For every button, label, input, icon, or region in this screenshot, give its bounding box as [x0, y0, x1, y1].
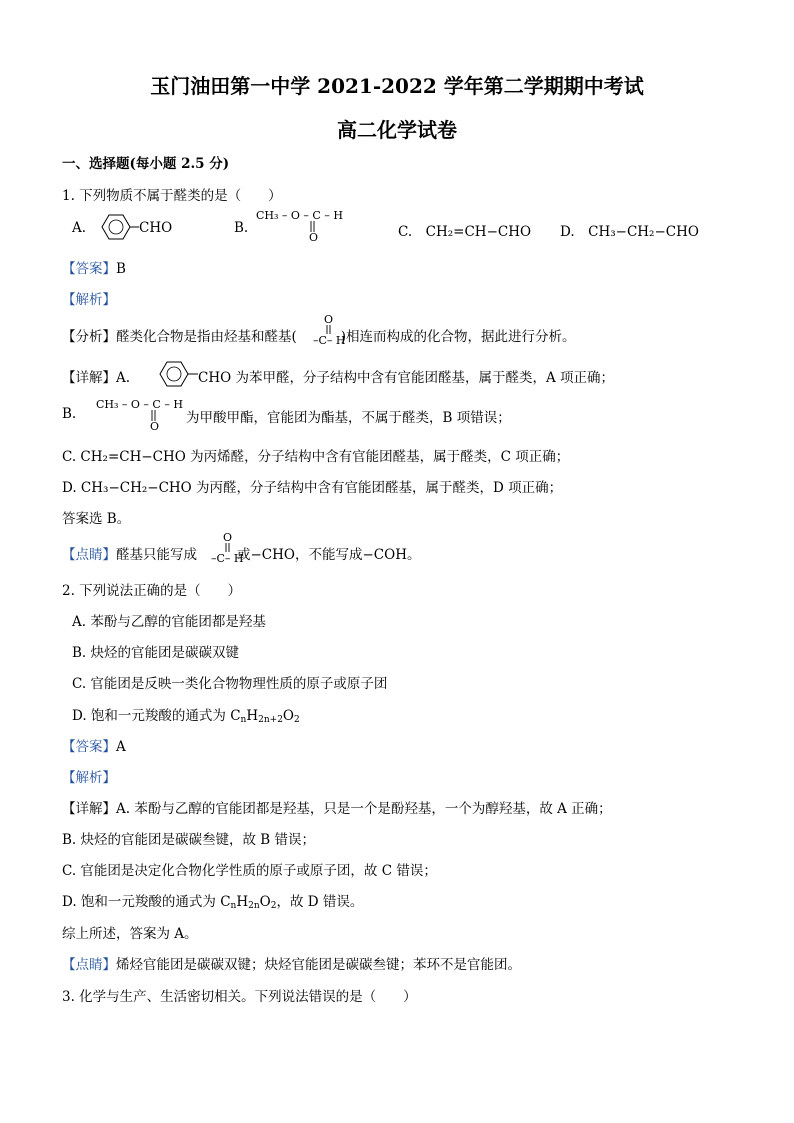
q2-option-d: D. 饱和一元羧酸的通式为 $C_nH_{2n+2}O_2$	[72, 708, 300, 725]
q1-option-b-formula: CH₃ – O – C – H	[256, 209, 343, 222]
q1-detail-b: 为甲酸甲酯，官能团为酯基，不属于醛类，B 项错误；	[186, 410, 511, 426]
q2-stem: 2. 下列说法正确的是（ ）	[62, 583, 242, 599]
q1-fenxi-tag: 【分析】	[62, 329, 116, 345]
q1-detail-a-label: A.	[116, 370, 131, 386]
section-heading: 一、选择题(每小题 2.5 分)	[62, 156, 230, 172]
q1-option-d: D. CH₃−CH₂−CHO	[560, 224, 699, 240]
q3-stem: 3. 化学与生产、生活密切相关。下列说法错误的是（ ）	[62, 989, 417, 1005]
q1-answer: B	[116, 261, 126, 277]
q2-option-b: B. 炔烃的官能团是碳碳双键	[72, 645, 240, 661]
q1-detail-tag: 【详解】	[62, 370, 116, 386]
q1-option-a-cho: CHO	[139, 220, 173, 236]
q2-tip: 烯烃官能团是碳碳双键；炔烃官能团是碳碳叁键；苯环不是官能团。	[116, 957, 521, 973]
q1-stem: 1. 下列物质不属于醛类的是（ ）	[62, 188, 282, 204]
q1-detail-a: CHO 为苯甲醛，分子结构中含有官能团醛基，属于醛类，A 项正确；	[198, 370, 615, 386]
q2-answer-tag: 【答案】	[62, 739, 116, 755]
q1-analysis-tag: 【解析】	[62, 292, 116, 308]
q2-detail-d: D. 饱和一元羧酸的通式为 $C_nH_{2n}O_2$，故 D 错误。	[62, 894, 364, 911]
q2-option-a: A. 苯酚与乙醇的官能团都是羟基	[72, 614, 266, 630]
benzene-ring-icon-detail	[152, 358, 200, 390]
aldehyde-group-line: –C– H	[313, 334, 346, 347]
tip-aldehyde-line: –C– H	[211, 552, 244, 565]
q1-option-c: C. CH₂=CH−CHO	[398, 224, 532, 240]
q2-detail-c: C. 官能团是决定化合物化学性质的原子或原子团，故 C 错误；	[62, 863, 437, 879]
q1-option-b-label: B.	[234, 220, 249, 236]
page-title: 玉门油田第一中学 2021-2022 学年第二学期期中考试	[150, 74, 644, 98]
q2-answer: A	[116, 739, 126, 755]
q2-analysis-tag: 【解析】	[62, 770, 116, 786]
q1-detail-b-formula: CH₃ – O – C – H	[96, 398, 183, 411]
q1-fenxi-pre: 醛类化合物是指由烃基和醛基(	[116, 329, 297, 345]
q2-detail-tag: 【详解】	[62, 801, 116, 817]
q1-tip-post: 或−CHO，不能写成−COH。	[237, 547, 421, 563]
q1-detail-c: C. CH₂=CH−CHO 为丙烯醛，分子结构中含有官能团醛基，属于醛类，C 项正确；	[62, 449, 570, 465]
q1-conclusion: 答案选 B。	[62, 511, 131, 527]
aldehyde-group-o: O	[324, 313, 334, 326]
q2-detail-b: B. 炔烃的官能团是碳碳叁键，故 B 错误；	[62, 832, 316, 848]
q1-detail-b-label: B.	[62, 406, 77, 422]
q1-fenxi-post: )相连而构成的化合物，据此进行分析。	[340, 329, 576, 345]
benzene-ring-icon	[92, 211, 140, 243]
q1-detail-b-oxygen: O	[150, 420, 160, 433]
q1-tip-tag: 【点睛】	[62, 547, 116, 563]
q2-detail-a: A. 苯酚与乙醇的官能团都是羟基，只是一个是酚羟基，一个为醇羟基，故 A 正确；	[116, 801, 612, 817]
q1-option-a-label: A.	[72, 220, 87, 236]
q2-option-c: C. 官能团是反映一类化合物物理性质的原子或原子团	[72, 676, 388, 692]
q2-summary: 综上所述，答案为 A。	[62, 926, 198, 942]
q2-tip-tag: 【点睛】	[62, 957, 116, 973]
tip-aldehyde-o: O	[223, 531, 233, 544]
page-subtitle: 高二化学试卷	[337, 118, 457, 142]
q1-tip-pre: 醛基只能写成	[116, 547, 197, 563]
q1-detail-d: D. CH₃−CH₂−CHO 为丙醛，分子结构中含有官能团醛基，属于醛类，D 项正确；	[62, 480, 563, 496]
q1-answer-tag: 【答案】	[62, 261, 116, 277]
q1-option-b-oxygen: O	[309, 231, 319, 244]
